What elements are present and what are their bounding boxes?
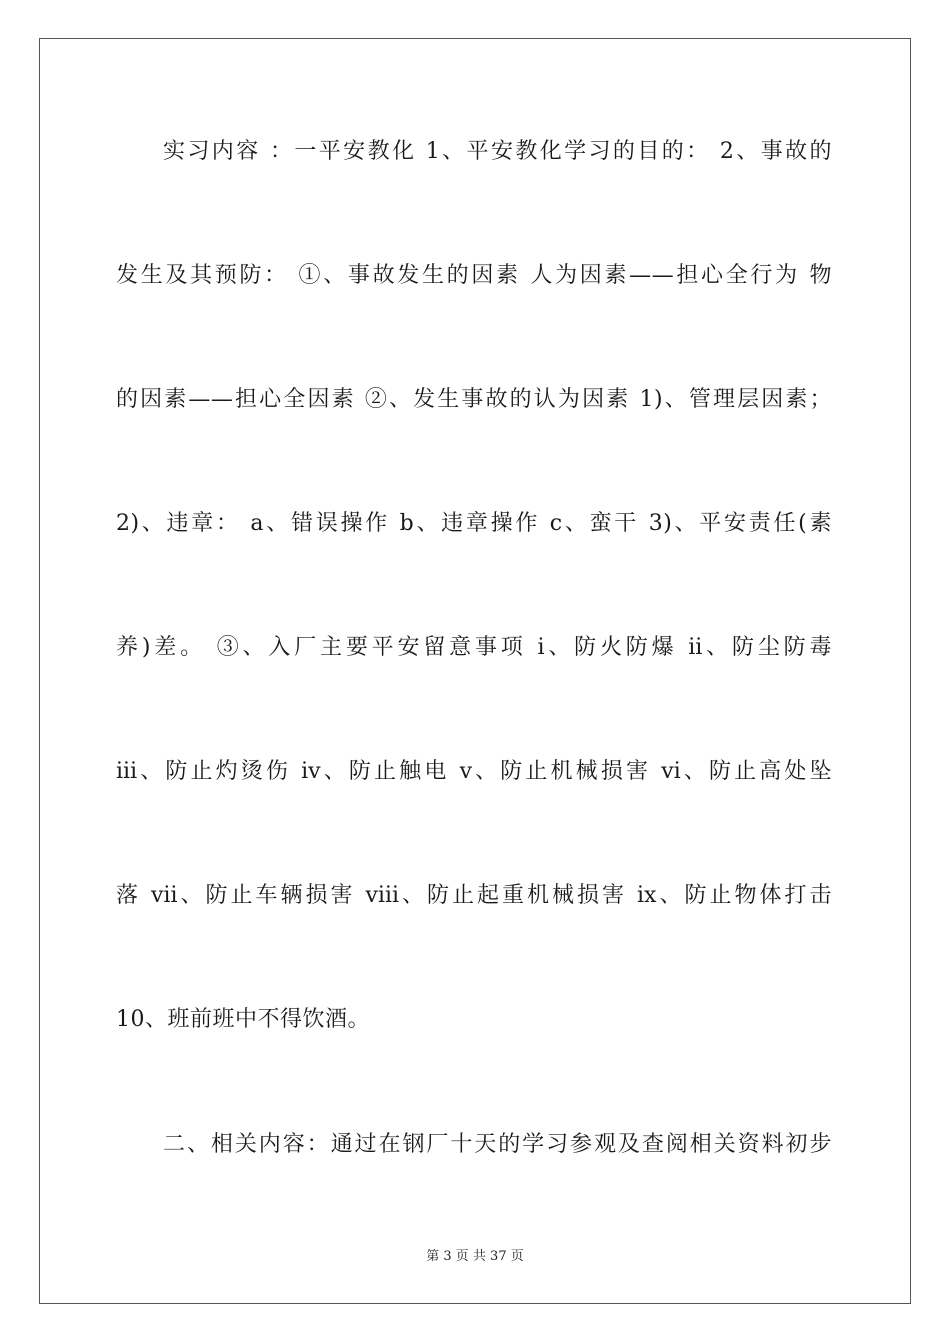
paragraph-line: 实习内容 ：一平安教化 1、平安教化学习的目的： 2、事故的 (163, 139, 832, 164)
paragraph-line: 养)差。 ③、入厂主要平安留意事项 ⅰ、防火防爆 ⅱ、防尘防毒 (116, 635, 832, 660)
page-number-footer: 第 3 页 共 37 页 (426, 1249, 524, 1264)
paragraph-line: 10、班前班中不得饮酒。 (116, 1007, 370, 1032)
page-border (39, 38, 911, 1304)
paragraph-line: 落 ⅶ、防止车辆损害 ⅷ、防止起重机械损害 ⅸ、防止物体打击 (116, 883, 832, 908)
paragraph-line: ⅲ、防止灼烫伤 ⅳ、防止触电 ⅴ、防止机械损害 ⅵ、防止高处坠 (116, 759, 832, 784)
paragraph-line: 2)、违章： a、错误操作 b、违章操作 c、蛮干 3)、平安责任(素 (116, 511, 832, 536)
paragraph-line: 发生及其预防： ①、事故发生的因素 人为因素——担心全行为 物 (116, 263, 832, 288)
paragraph-line: 的因素——担心全因素 ②、发生事故的认为因素 1)、管理层因素； (116, 387, 832, 412)
paragraph-line: 二、相关内容：通过在钢厂十天的学习参观及查阅相关资料初步 (163, 1132, 832, 1157)
